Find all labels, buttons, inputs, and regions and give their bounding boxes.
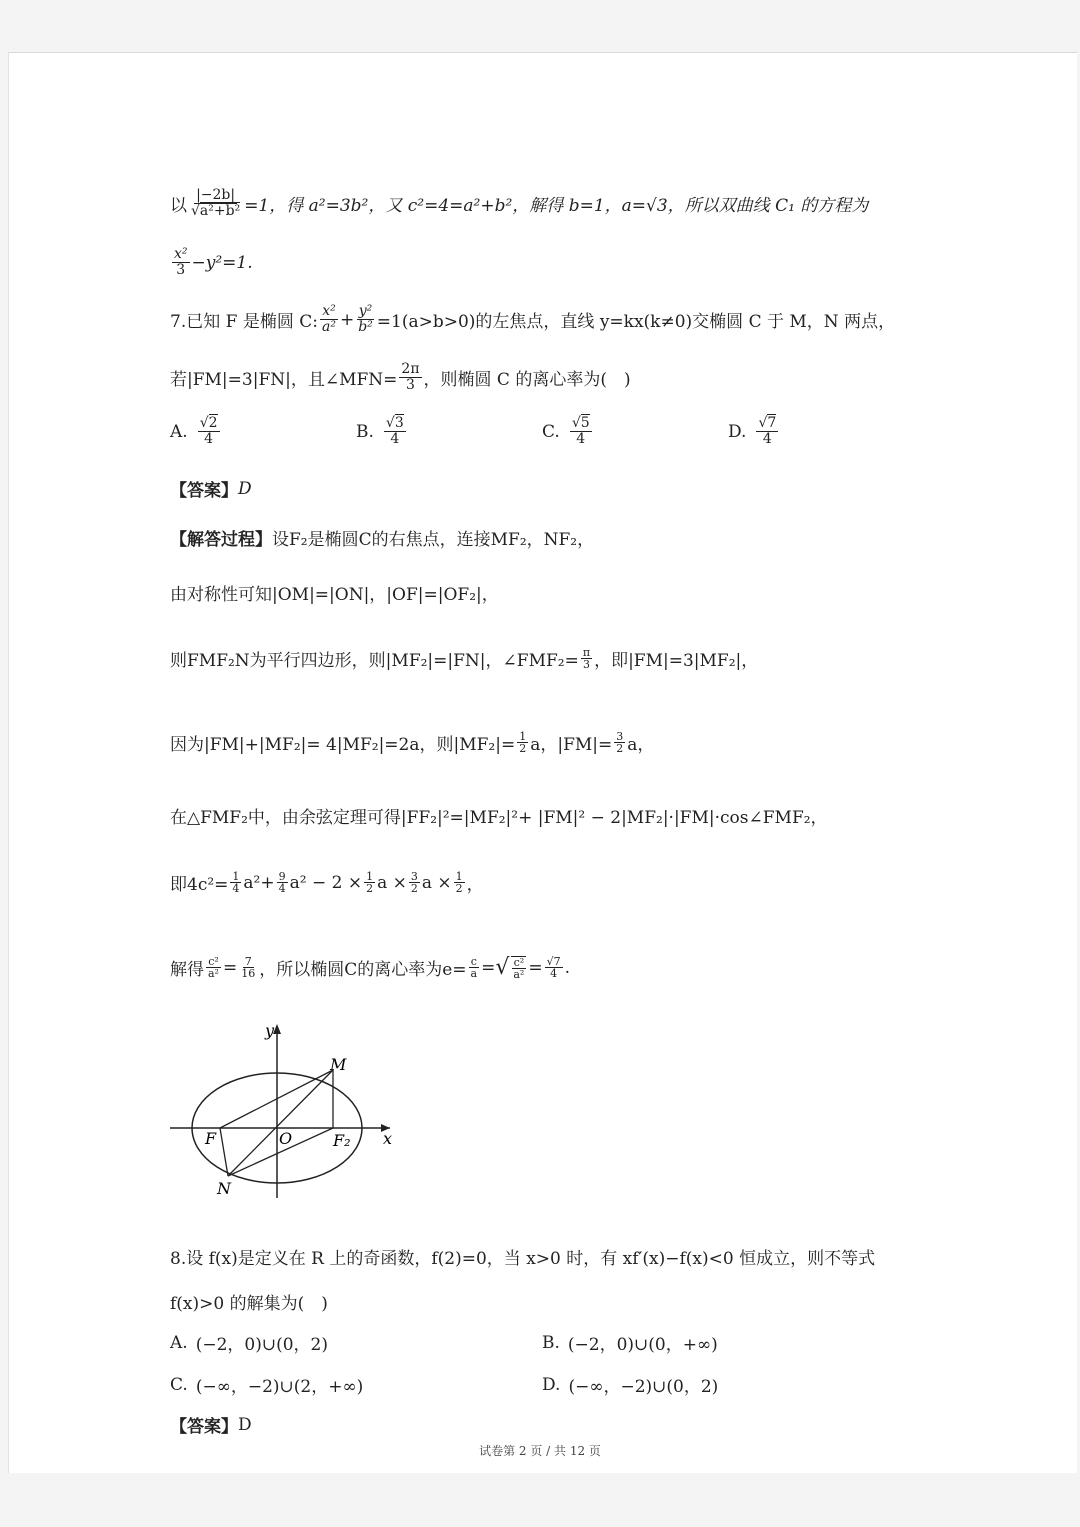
- solution-step-6: [170, 870, 484, 895]
- fraction-denominator: b²: [358, 319, 373, 335]
- text: 以: [170, 196, 187, 216]
- answer-value: D: [238, 1414, 252, 1435]
- fraction-denominator: 4: [204, 431, 214, 447]
- text: f(x)>0 的解集为( ): [170, 1294, 328, 1314]
- text: a ×: [421, 872, 452, 893]
- fraction-denominator: √a²+b²: [191, 203, 241, 219]
- fraction-numerator: x²: [322, 303, 336, 319]
- label-N: N: [217, 1179, 231, 1198]
- text: a，: [627, 735, 655, 755]
- text: a²+: [243, 872, 275, 893]
- fraction: [581, 647, 592, 670]
- text: −y²=1.: [191, 252, 253, 273]
- solution-step-7: [170, 955, 570, 980]
- text: =: [528, 957, 543, 978]
- radicand: 3: [394, 415, 404, 431]
- text: ，即|FM|=3|MF₂|，: [594, 651, 759, 671]
- solution-step-4: [170, 730, 654, 755]
- question-8-stem-2: [170, 1289, 328, 1314]
- fraction: [356, 304, 375, 335]
- option-label: A.: [170, 421, 188, 442]
- fraction-denominator: 3: [176, 262, 186, 278]
- fraction: [198, 416, 220, 447]
- solution-step-1: [170, 525, 594, 550]
- radicand: 5: [580, 415, 590, 431]
- fraction-numerator: π: [582, 646, 591, 659]
- fraction-denominator: 2: [410, 882, 418, 895]
- fraction-numerator: √2: [199, 415, 218, 431]
- fraction-denominator: 4: [232, 882, 240, 895]
- question-7-stem: [170, 304, 895, 335]
- q7-option-b: [356, 416, 408, 447]
- fraction: [454, 871, 465, 894]
- label-F2: F₂: [333, 1131, 351, 1150]
- q7-answer: [170, 476, 252, 501]
- fraction-denominator: 4: [762, 431, 772, 447]
- option-label: C.: [542, 421, 560, 442]
- fraction-denominator: 3: [406, 377, 415, 393]
- fraction-numerator: 2π: [401, 361, 420, 377]
- label-F: F: [205, 1129, 217, 1148]
- fraction-numerator: 1: [366, 870, 374, 883]
- option-text: (−2，0)∪(0，+∞): [567, 1335, 718, 1355]
- fraction: [517, 731, 528, 754]
- solution-tag: 【解答过程】: [170, 530, 272, 550]
- fraction: [399, 362, 421, 393]
- option-label: D.: [728, 421, 747, 442]
- fraction-denominator: a: [470, 967, 478, 980]
- text: ，所以椭圆C的离心率为e=: [259, 960, 467, 980]
- text: 在△FMF₂中，由余弦定理可得|FF₂|²=|MF₂|²+ |FM|² − 2|MF₂|·|FM|·cos∠FMF₂，: [170, 808, 828, 828]
- answer-tag: 【答案】: [170, 1417, 238, 1437]
- text: 即4c²=: [170, 875, 229, 895]
- segment-MN: [228, 1070, 333, 1176]
- label-x: x: [383, 1129, 393, 1148]
- fraction-denominator: a²: [208, 967, 219, 980]
- option-label: C.: [170, 1374, 188, 1395]
- fraction-numerator: √3: [385, 415, 404, 431]
- text: 设F₂是椭圆C的右焦点，连接MF₂，NF₂，: [272, 530, 595, 550]
- fraction: [570, 416, 592, 447]
- solution-step-2: [170, 580, 499, 605]
- solution-step-3: [170, 646, 758, 671]
- fraction-denominator: a²: [513, 967, 525, 981]
- fraction: [511, 956, 526, 980]
- fraction-denominator: 4: [390, 431, 400, 447]
- fraction-numerator: x²: [174, 246, 188, 262]
- fraction: [320, 304, 338, 335]
- text: 若|FM|=3|FN|，且∠MFN=: [170, 370, 398, 390]
- fraction: [239, 956, 257, 979]
- answer-value: D: [238, 478, 252, 499]
- text: 则FMF₂N为平行四边形，则|MF₂|=|FN|，∠FMF₂=: [170, 651, 579, 671]
- text: ，: [466, 875, 484, 895]
- fraction-denominator: 2: [616, 742, 624, 755]
- option-label: A.: [170, 1332, 188, 1353]
- text: a² − 2 ×: [289, 872, 363, 893]
- fraction-numerator: 9: [278, 870, 286, 883]
- fraction-numerator: y²: [358, 303, 373, 319]
- solution-line-2: [170, 247, 253, 278]
- q8-option-d: [542, 1372, 718, 1397]
- text: =1(a>b>0)的左焦点，直线 y=kx(k≠0)交椭圆 C 于 M，N 两点，: [376, 312, 896, 332]
- option-text: (−2，0)∪(0，2): [195, 1335, 328, 1355]
- fraction-denominator: 2: [519, 742, 527, 755]
- text: a，|FM|=: [530, 735, 613, 755]
- fraction-denominator: 4: [576, 431, 586, 447]
- text: ，则椭圆 C 的离心率为( ): [423, 370, 631, 390]
- fraction-numerator: √7: [546, 955, 561, 968]
- fraction: [756, 416, 778, 447]
- text: 解得: [170, 960, 204, 980]
- fraction-numerator: 3: [616, 730, 624, 743]
- fraction-denominator: a²: [321, 319, 336, 335]
- label-O: O: [279, 1129, 293, 1148]
- label-y: y: [265, 1021, 275, 1040]
- fraction: [614, 731, 625, 754]
- fraction: [206, 956, 221, 979]
- text: .: [564, 957, 571, 978]
- fraction-numerator: 1: [519, 730, 527, 743]
- text: 由对称性可知|OM|=|ON|，|OF|=|OF₂|，: [170, 585, 499, 605]
- question-8-stem: [170, 1244, 875, 1269]
- radicand: 2: [208, 415, 218, 431]
- option-text: (−∞，−2)∪(2，+∞): [195, 1377, 364, 1397]
- q7-option-d: [728, 416, 780, 447]
- fraction: [545, 956, 563, 979]
- option-label: B.: [356, 421, 374, 442]
- fraction-denominator: 3: [582, 658, 590, 671]
- fraction: [469, 956, 480, 979]
- text: =: [222, 957, 238, 978]
- fraction-numerator: √5: [571, 415, 590, 431]
- option-label: B.: [542, 1332, 560, 1353]
- q7-option-a: [170, 416, 222, 447]
- fraction: [172, 247, 190, 278]
- fraction: [230, 871, 241, 894]
- solution-step-5: [170, 803, 828, 828]
- text: 因为|FM|+|MF₂|= 4|MF₂|=2a，则|MF₂|=: [170, 735, 516, 755]
- label-M: M: [330, 1055, 347, 1074]
- option-text: (−∞，−2)∪(0，2): [568, 1377, 719, 1397]
- fraction-numerator: c: [470, 955, 477, 968]
- fraction: [277, 871, 288, 894]
- text: 8.设 f(x)是定义在 R 上的奇函数，f(2)=0，当 x>0 时，有 xf′(x)−f(x)<0 恒成立，则不等式: [170, 1249, 876, 1269]
- q8-option-c: [170, 1372, 363, 1397]
- fraction-denominator: 2: [366, 882, 374, 895]
- text: +: [339, 309, 355, 330]
- fraction-numerator: 7: [244, 955, 252, 968]
- q8-option-b: [542, 1330, 718, 1355]
- fraction: [364, 871, 375, 894]
- fraction-denominator: 16: [241, 967, 256, 980]
- sqrt-sign: √: [495, 955, 510, 980]
- fraction-denominator: 4: [278, 882, 286, 895]
- fraction-numerator: 3: [410, 870, 418, 883]
- fraction-numerator: c²: [208, 955, 219, 968]
- fraction-denominator: 2: [455, 882, 463, 895]
- radicand: 7: [767, 415, 777, 431]
- text: =1，得 a²=3b²，又 c²=4=a²+b²，解得 b=1，a=√3，所以双曲线 C₁ 的方程为: [244, 196, 869, 216]
- fraction-numerator: |−2b|: [196, 187, 236, 203]
- answer-tag: 【答案】: [170, 481, 238, 501]
- q8-option-a: [170, 1330, 328, 1355]
- fraction-numerator: √7: [758, 415, 777, 431]
- radicand: a²+b²: [199, 203, 241, 219]
- q8-answer: [170, 1412, 252, 1437]
- fraction: [384, 416, 406, 447]
- text: 7.已知 F 是椭圆 C:: [170, 312, 318, 332]
- option-label: D.: [542, 1374, 561, 1395]
- text: =: [481, 957, 496, 978]
- page-footer: 试卷第 2 页 / 共 12 页: [479, 1444, 601, 1458]
- solution-line-1: [170, 188, 868, 219]
- text: a ×: [377, 872, 407, 893]
- ellipse-figure: [165, 1018, 405, 1203]
- y-axis-arrow-icon: [273, 1024, 281, 1034]
- fraction-numerator: c²: [513, 955, 525, 969]
- question-7-stem-2: [170, 362, 631, 393]
- fraction-denominator: 4: [550, 967, 558, 980]
- fraction-numerator: 1: [232, 870, 240, 883]
- fraction: [409, 871, 420, 894]
- q7-option-c: [542, 416, 594, 447]
- fraction-numerator: 1: [455, 870, 463, 883]
- fraction: [189, 188, 242, 219]
